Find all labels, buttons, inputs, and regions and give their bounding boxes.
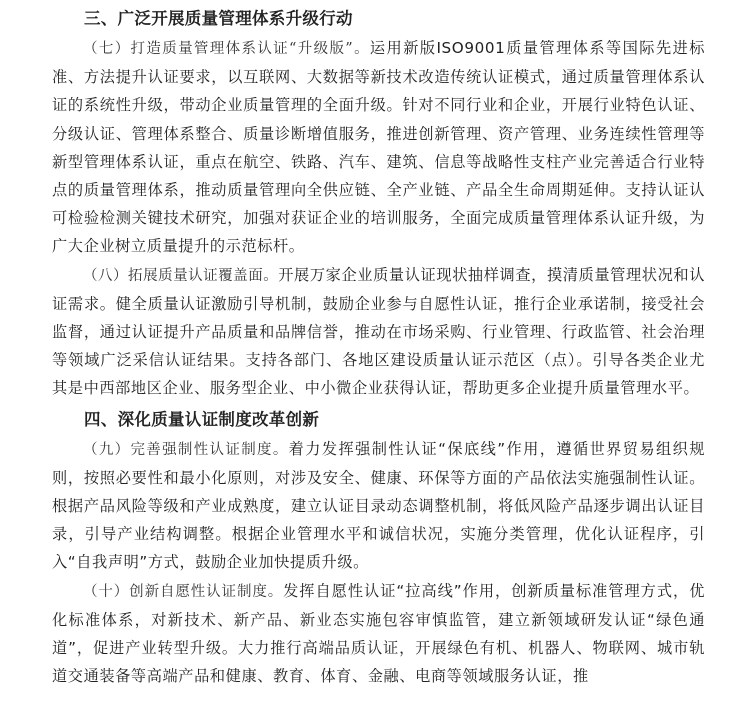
paragraph-9 [52,435,705,577]
paragraph-10-lead: （十）创新自愿性认证制度。 [83,583,284,600]
paragraph-10 [52,577,705,691]
paragraph-8-lead: （八）拓展质量认证覆盖面。 [83,267,279,284]
section-heading-4: 四、深化质量认证制度改革创新 [84,409,320,429]
paragraph-7-text: 运用新版ISO9001质量管理体系等国际先进标准、方法提升认证要求，以互联网、大数据等新技术改造传统认证模式，通过质量管理体系认证的系统性升级，带动企业质量管理的全面升级。针对不同行业和企业，开展行业特色认证、分级认证、管理体系整合、质量诊断增值服务，推进创新管理、资产管理、业务连续性管理等新型管理体系认证，重点在航空、铁路、汽车、建筑、信息等战略性支柱产业完善适合行业特点的质量管理体系，推动质量管理向全供应链、全产业链、产品全生命周期延伸。支持认证认可检验检测关键技术研究，加强对获证企业的培训服务，全面完成质量管理体系认证升级，为广大企业树立质量提升的示范标杆。 [52,39,705,256]
paragraph-7 [52,34,705,261]
paragraph-8 [52,261,705,403]
section-heading-3: 三、广泛开展质量管理体系升级行动 [84,9,353,28]
paragraph-9-lead: （九）完善强制性认证制度。 [83,441,289,458]
paragraph-10-text: 发挥自愿性认证“拉高线”作用，创新质量标准管理方式，优化标准体系，对新技术、新产品、新业态实施包容审慎监管，建立新领域研发认证“绿色通道”，促进产业转型升级。大力推行高端品质认证，开展绿色有机、机器人、物联网、城市轨道交通装备等高端产品和健康、教育、体育、金融、电商等领域服务认证，推 [52,581,705,686]
paragraph-7-lead: （七）打造质量管理体系认证“升级版”。 [83,41,370,57]
paragraph-9-text: 着力发挥强制性认证“保底线”作用，遵循世界贸易组织规则，按照必要性和最小化原则，对涉及安全、健康、环保等方面的产品依法实施强制性认证。根据产品风险等级和产业成熟度，建立认证目录动态调整机制，将低风险产品逐步调出认证目录，引导产业结构调整。根据企业管理水平和诚信状况，实施分类管理，优化认证程序，引入“自我声明”方式，鼓励企业加快提质升级。 [52,439,706,572]
paragraph-8-text: 开展万家企业质量认证现状抽样调查，摸清质量管理状况和认证需求。健全质量认证激励引导机制，鼓励企业参与自愿性认证，推行企业承诺制，接受社会监督，通过认证提升产品质量和品牌信誉，推动在市场采购、行业管理、行政监管、社会治理等领域广泛采信认证结果。支持各部门、各地区建设质量认证示范区（点）。引导各类企业尤其是中西部地区企业、服务型企业、中小微企业获得认证，帮助更多企业提升质量管理水平。 [52,265,706,398]
